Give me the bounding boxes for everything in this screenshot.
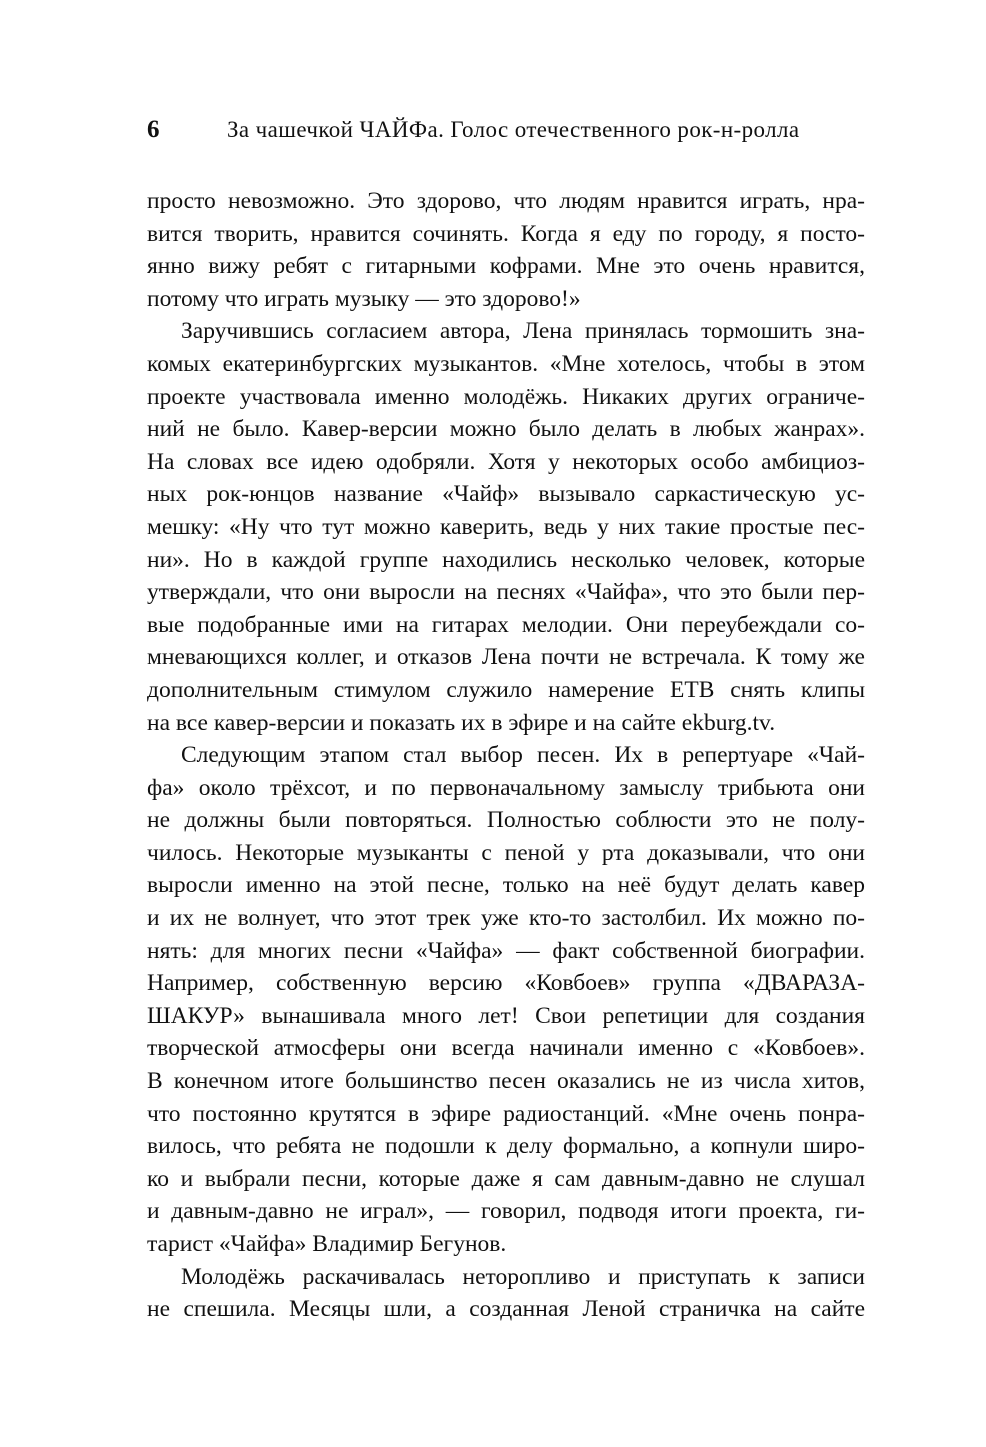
text-line: на все кавер-версии и показать их в эфире и на сайте ekburg.tv. <box>147 709 776 736</box>
text-line: ний не было. Кавер-версии можно было делать в любых жанрах». <box>147 416 865 443</box>
text-line: ни». Но в каждой группе находились несколько человек, которые <box>147 546 865 573</box>
text-line: В конечном итоге большинство песен оказались не из числа хитов, <box>147 1068 865 1095</box>
text-line: фа» около трёхсот, и по первоначальному замыслу трибьюта они <box>147 774 865 801</box>
text-line: потому что играть музыку — это здорово!» <box>147 285 581 312</box>
text-line: что постоянно крутятся в эфире радиостанций. «Мне очень понра- <box>147 1100 865 1127</box>
text-line: чилось. Некоторые музыканты с пеной у рта доказывали, что они <box>147 839 865 866</box>
running-title: За чашечкой ЧАЙФа. Голос отечественного рок-н-ролла <box>227 117 800 142</box>
text-line: мневающихся коллег, и отказов Лена почти не встречала. К тому же <box>147 644 865 671</box>
text-line: янно вижу ребят с гитарными кофрами. Мне это очень нравится, <box>147 253 865 280</box>
text-line: На словах все идею одобряли. Хотя у некоторых особо амбициоз- <box>147 448 865 475</box>
text-line: нять: для многих песни «Чайфа» — факт собственной биографии. <box>147 937 865 964</box>
text-line: и их не волнует, что этот трек уже кто-то застолбил. Их можно по- <box>147 905 865 932</box>
text-line: творческой атмосферы они всегда начинали именно с «Ковбоев». <box>147 1035 865 1062</box>
text-line: выросли именно на этой песне, только на неё будут делать кавер <box>147 872 865 899</box>
text-line: Например, собственную версию «Ковбоев» группа «ДВАРАЗА- <box>147 970 865 997</box>
text-line: просто невозможно. Это здорово, что людям нравится играть, нра- <box>147 188 865 214</box>
text-line: Следующим этапом стал выбор песен. Их в репертуаре «Чай- <box>181 742 865 769</box>
text-line: вилось, что ребята не подошли к делу формально, а копнули широ- <box>147 1133 865 1160</box>
text-line: Заручившись согласием автора, Лена принялась тормошить зна- <box>181 318 865 345</box>
text-line: проекте участвовала именно молодёжь. Никаких других ограниче- <box>147 383 865 410</box>
text-line: не спешила. Месяцы шли, а созданная Леной страничка на сайте <box>147 1296 865 1323</box>
text-line: не должны были повторяться. Полностью соблюсти это не полу- <box>147 807 865 834</box>
text-line: тарист «Чайфа» Владимир Бегунов. <box>147 1231 507 1257</box>
page-header <box>147 114 865 146</box>
page-number: 6 <box>147 116 160 143</box>
text-line: вые подобранные ими на гитарах мелодии. Они переубеждали со- <box>147 611 865 638</box>
text-line: утверждали, что они выросли на песнях «Чайфа», что это были пер- <box>147 579 865 606</box>
text-line: вится творить, нравится сочинять. Когда я еду по городу, я посто- <box>147 220 865 247</box>
text-line: мешку: «Ну что тут можно каверить, ведь у них такие простые пес- <box>147 513 865 540</box>
text-line: ных рок-юнцов название «Чайф» вызывало саркастическую ус- <box>147 481 865 508</box>
text-line: и давным-давно не играл», — говорил, подводя итоги проекта, ги- <box>147 1198 865 1225</box>
body-text <box>147 185 865 1326</box>
text-line: дополнительным стимулом служило намерение ЕТВ снять клипы <box>147 676 865 703</box>
text-line: ко и выбрали песни, которые даже я сам давным-давно не слушал <box>147 1165 865 1192</box>
text-line: Молодёжь раскачивалась неторопливо и приступать к записи <box>181 1263 865 1290</box>
text-line: комых екатеринбургских музыкантов. «Мне хотелось, чтобы в этом <box>147 350 865 377</box>
text-line: ШАКУР» вынашивала много лет! Свои репетиции для создания <box>147 1002 865 1029</box>
